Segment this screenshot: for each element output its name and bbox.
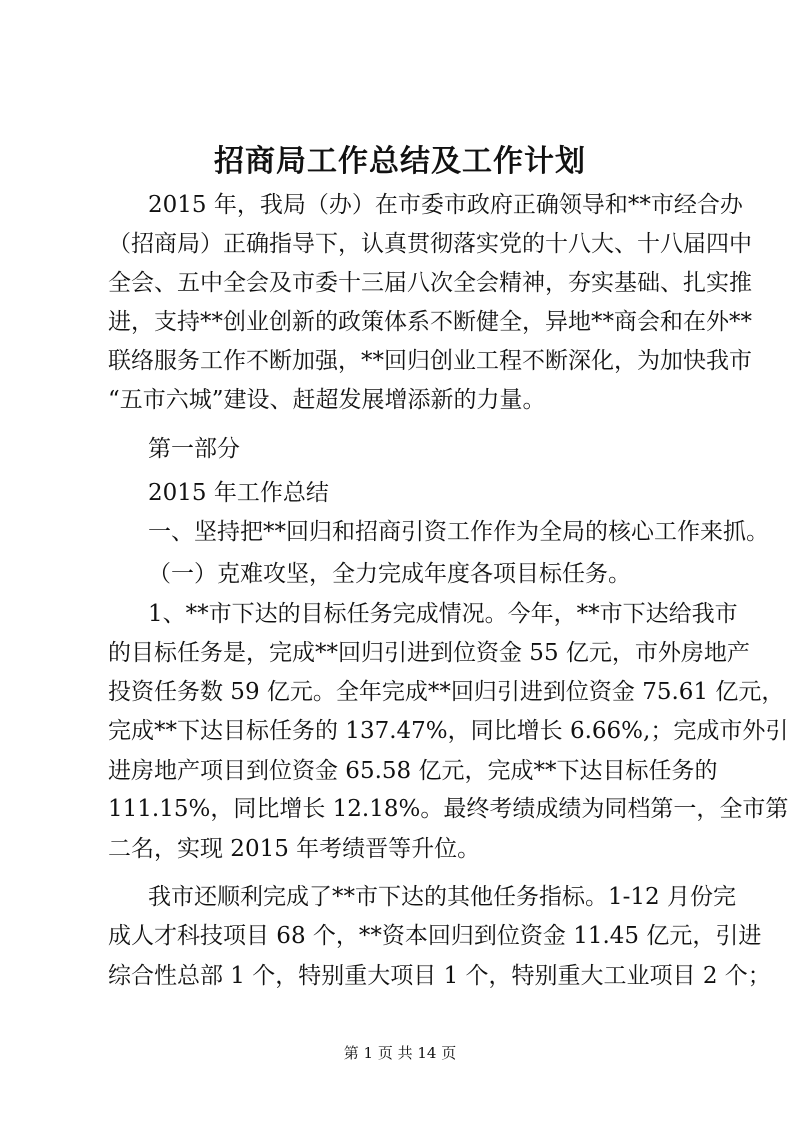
- text-line: 1、**市下达的目标任务完成情况。今年，**市下达给我市: [148, 601, 738, 627]
- heading-level-2: （一）克难攻坚，全力完成年度各项目标任务。: [148, 561, 631, 587]
- section-subheading: 2015 年工作总结: [148, 480, 329, 506]
- text-line: “五市六城”建设、赶超发展增添新的力量。: [108, 387, 546, 413]
- text-line: 2015 年，我局（办）在市委市政府正确领导和**市经合办: [148, 192, 743, 218]
- text-line: 进房地产项目到位资金 65.58 亿元，完成**下达目标任务的: [108, 758, 718, 784]
- text-line: 的目标任务是，完成**回归引进到位资金 55 亿元，市外房地产: [108, 640, 750, 666]
- section-heading: 第一部分: [148, 436, 240, 462]
- text-line: 全会、五中全会及市委十三届八次全会精神，夯实基础、扎实推: [108, 270, 752, 296]
- text-line: 二名，实现 2015 年考绩晋等升位。: [108, 836, 481, 862]
- heading-level-1: 一、坚持把**回归和招商引资工作作为全局的核心工作来抓。: [148, 519, 769, 545]
- document-title: 招商局工作总结及工作计划: [214, 144, 586, 179]
- text-line: 进，支持**创业创新的政策体系不断健全，异地**商会和在外**: [108, 309, 752, 335]
- text-line: 综合性总部 1 个，特别重大项目 1 个，特别重大工业项目 2 个；: [108, 963, 771, 989]
- text-line: 完成**下达目标任务的 137.47%，同比增长 6.66%,；完成市外引: [108, 718, 789, 744]
- text-line: 111.15%，同比增长 12.18%。最终考绩成绩为同档第一，全市第: [108, 796, 789, 822]
- text-line: 投资任务数 59 亿元。全年完成**回归引进到位资金 75.61 亿元，: [108, 679, 785, 705]
- text-line: （招商局）正确指导下，认真贯彻落实党的十八大、十八届四中: [108, 231, 752, 257]
- text-line: 联络服务工作不断加强，**回归创业工程不断深化，为加快我市: [108, 348, 752, 374]
- text-line: 成人才科技项目 68 个，**资本回归到位资金 11.45 亿元，引进: [108, 923, 762, 949]
- text-line: 我市还顺利完成了**市下达的其他任务指标。1-12 月份完: [148, 884, 736, 910]
- page-footer: 第 1 页 共 14 页: [343, 1044, 457, 1062]
